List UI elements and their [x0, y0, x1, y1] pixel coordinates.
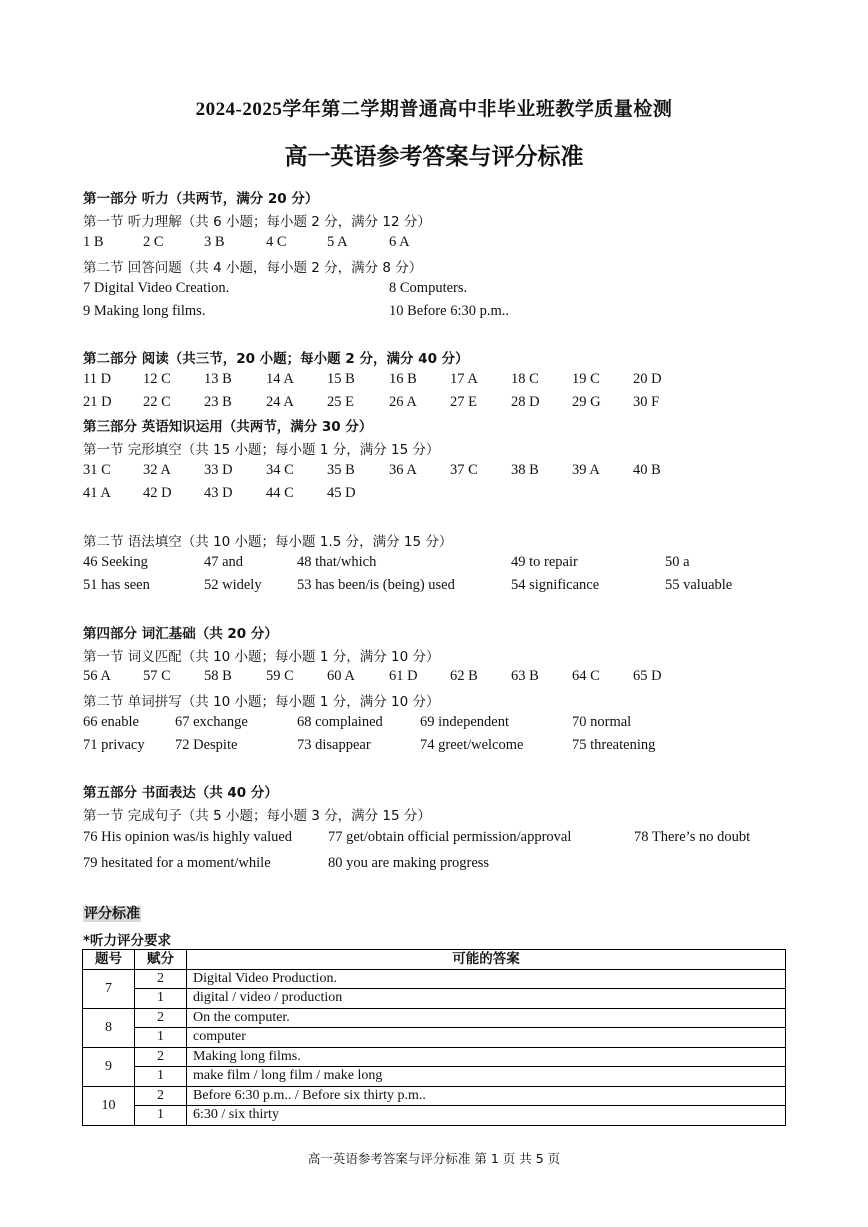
answer-item: 18 C: [511, 371, 539, 387]
answer-item: 62 B: [450, 668, 478, 684]
answer-item: 13 B: [204, 371, 232, 387]
table-row: [83, 1028, 786, 1048]
part1-section2-heading: 第二节 回答问题（共 4 小题，每小题 2 分，满分 8 分）: [83, 260, 423, 276]
answer-item: 79 hesitated for a moment/while: [83, 855, 271, 871]
part1-section1-heading: 第一节 听力理解（共 6 小题；每小题 2 分，满分 12 分）: [83, 214, 431, 230]
column-header: 可能的答案: [187, 950, 786, 970]
answer-item: 2 C: [143, 234, 164, 250]
table-row: [83, 969, 786, 989]
answer-item: 41 A: [83, 485, 111, 501]
table-row: [83, 1047, 786, 1067]
answer-item: 47 and: [204, 554, 244, 570]
table-header-row: [83, 950, 786, 970]
answer-item: 16 B: [389, 371, 417, 387]
answer-item: 12 C: [143, 371, 171, 387]
score-cell: 1: [135, 989, 187, 1009]
answer-item: 80 you are making progress: [328, 855, 490, 871]
score-cell: 2: [135, 969, 187, 989]
score-cell: 2: [135, 1047, 187, 1067]
column-header: 赋分: [135, 950, 187, 970]
answer-item: 56 A: [83, 668, 111, 684]
answer-item: 70 normal: [572, 714, 632, 730]
part4-heading: 第四部分 词汇基础（共 20 分）: [83, 626, 278, 642]
answer-item: 68 complained: [297, 714, 383, 730]
answer-item: 71 privacy: [83, 737, 145, 753]
part3-section1-heading: 第一节 完形填空（共 15 小题；每小题 1 分，满分 15 分）: [83, 442, 440, 458]
question-number: 10: [83, 1086, 135, 1125]
listening-grading-table: [82, 949, 786, 1126]
answer-item: 20 D: [633, 371, 662, 387]
score-cell: 1: [135, 1028, 187, 1048]
table-row: [83, 1067, 786, 1087]
answer-item: 48 that/which: [297, 554, 377, 570]
answer-item: 39 A: [572, 462, 600, 478]
answer-cell: Before 6:30 p.m.. / Before six thirty p.m..: [187, 1086, 786, 1106]
answer-item: 74 greet/welcome: [420, 737, 524, 753]
answer-item: 64 C: [572, 668, 600, 684]
answer-item: 69 independent: [420, 714, 509, 730]
answer-item: 22 C: [143, 394, 171, 410]
question-number: 9: [83, 1047, 135, 1086]
answer-item: 36 A: [389, 462, 417, 478]
answer-item: 75 threatening: [572, 737, 656, 753]
answer-item: 14 A: [266, 371, 294, 387]
score-cell: 2: [135, 1008, 187, 1028]
answer-item: 5 A: [327, 234, 348, 250]
part5-heading: 第五部分 书面表达（共 40 分）: [83, 785, 278, 801]
score-cell: 1: [135, 1106, 187, 1126]
answer-item: 33 D: [204, 462, 233, 478]
exam-title: 2024-2025学年第二学期普通高中非毕业班教学质量检测: [195, 99, 673, 120]
answer-item: 30 F: [633, 394, 660, 410]
answer-item: 28 D: [511, 394, 540, 410]
answer-cell: On the computer.: [187, 1008, 786, 1028]
score-cell: 2: [135, 1086, 187, 1106]
answer-item: 55 valuable: [665, 577, 733, 593]
column-header: 题号: [83, 950, 135, 970]
answer-item: 58 B: [204, 668, 232, 684]
answer-item: 42 D: [143, 485, 172, 501]
page-footer: 高一英语参考答案与评分标准 第 1 页 共 5 页: [307, 1151, 561, 1166]
answer-item: 15 B: [327, 371, 355, 387]
answer-item: 6 A: [389, 234, 410, 250]
answer-item: 23 B: [204, 394, 232, 410]
answer-cell: computer: [187, 1028, 786, 1048]
answer-item: 61 D: [389, 668, 418, 684]
answer-item: 43 D: [204, 485, 233, 501]
answer-item: 32 A: [143, 462, 171, 478]
answer-cell: digital / video / production: [187, 989, 786, 1009]
answer-item: 10 Before 6:30 p.m..: [389, 303, 510, 319]
answer-item: 51 has seen: [83, 577, 150, 593]
answer-item: 65 D: [633, 668, 662, 684]
answer-item: 67 exchange: [175, 714, 248, 730]
answer-item: 53 has been/is (being) used: [297, 577, 455, 593]
answer-item: 34 C: [266, 462, 294, 478]
part5-section1-heading: 第一节 完成句子（共 5 小题；每小题 3 分，满分 15 分）: [83, 808, 431, 824]
answer-item: 25 E: [327, 394, 354, 410]
answer-item: 8 Computers.: [389, 280, 468, 296]
question-number: 7: [83, 969, 135, 1008]
answer-item: 78 There’s no doubt: [634, 829, 751, 845]
part4-section2-heading: 第二节 单词拼写（共 10 小题；每小题 1 分，满分 10 分）: [83, 694, 440, 710]
answer-item: 27 E: [450, 394, 477, 410]
answer-item: 73 disappear: [297, 737, 371, 753]
answer-item: 7 Digital Video Creation.: [83, 280, 230, 296]
answer-item: 46 Seeking: [83, 554, 148, 570]
answer-item: 45 D: [327, 485, 356, 501]
answer-item: 24 A: [266, 394, 294, 410]
answer-cell: make film / long film / make long: [187, 1067, 786, 1087]
answer-item: 29 G: [572, 394, 601, 410]
part2-heading: 第二部分 阅读（共三节，20 小题；每小题 2 分，满分 40 分）: [83, 351, 469, 367]
table-row: [83, 1086, 786, 1106]
part1-heading: 第一部分 听力（共两节，满分 20 分）: [83, 191, 319, 207]
grading-title: 评分标准: [84, 906, 140, 922]
answer-item: 44 C: [266, 485, 294, 501]
answer-item: 4 C: [266, 234, 287, 250]
answer-key-title: 高一英语参考答案与评分标准: [284, 144, 584, 170]
answer-item: 57 C: [143, 668, 171, 684]
part4-section1-heading: 第一节 词义匹配（共 10 小题；每小题 1 分，满分 10 分）: [83, 649, 440, 665]
answer-item: 3 B: [204, 234, 225, 250]
answer-cell: Digital Video Production.: [187, 969, 786, 989]
answer-item: 49 to repair: [511, 554, 578, 570]
answer-item: 17 A: [450, 371, 478, 387]
answer-item: 19 C: [572, 371, 600, 387]
answer-item: 50 a: [665, 554, 690, 570]
answer-item: 59 C: [266, 668, 294, 684]
answer-item: 35 B: [327, 462, 355, 478]
question-number: 8: [83, 1008, 135, 1047]
table-row: [83, 1106, 786, 1126]
answer-cell: 6:30 / six thirty: [187, 1106, 786, 1126]
score-cell: 1: [135, 1067, 187, 1087]
answer-item: 11 D: [83, 371, 112, 387]
answer-cell: Making long films.: [187, 1047, 786, 1067]
answer-item: 54 significance: [511, 577, 600, 593]
answer-item: 72 Despite: [175, 737, 238, 753]
answer-item: 31 C: [83, 462, 111, 478]
answer-item: 76 His opinion was/is highly valued: [83, 829, 293, 845]
answer-item: 1 B: [83, 234, 104, 250]
answer-item: 63 B: [511, 668, 539, 684]
answer-item: 38 B: [511, 462, 539, 478]
table-row: [83, 1008, 786, 1028]
answer-item: 52 widely: [204, 577, 262, 593]
part3-section2-heading: 第二节 语法填空（共 10 小题；每小题 1.5 分，满分 15 分）: [83, 534, 453, 550]
part3-heading: 第三部分 英语知识运用（共两节，满分 30 分）: [83, 419, 373, 435]
answer-item: 9 Making long films.: [83, 303, 206, 319]
answer-item: 37 C: [450, 462, 478, 478]
answer-item: 77 get/obtain official permission/approval: [328, 829, 572, 845]
answer-item: 40 B: [633, 462, 661, 478]
answer-item: 60 A: [327, 668, 355, 684]
table-row: [83, 989, 786, 1009]
grading-subtitle: *听力评分要求: [83, 933, 172, 949]
answer-item: 21 D: [83, 394, 112, 410]
answer-item: 26 A: [389, 394, 417, 410]
answer-item: 66 enable: [83, 714, 139, 730]
